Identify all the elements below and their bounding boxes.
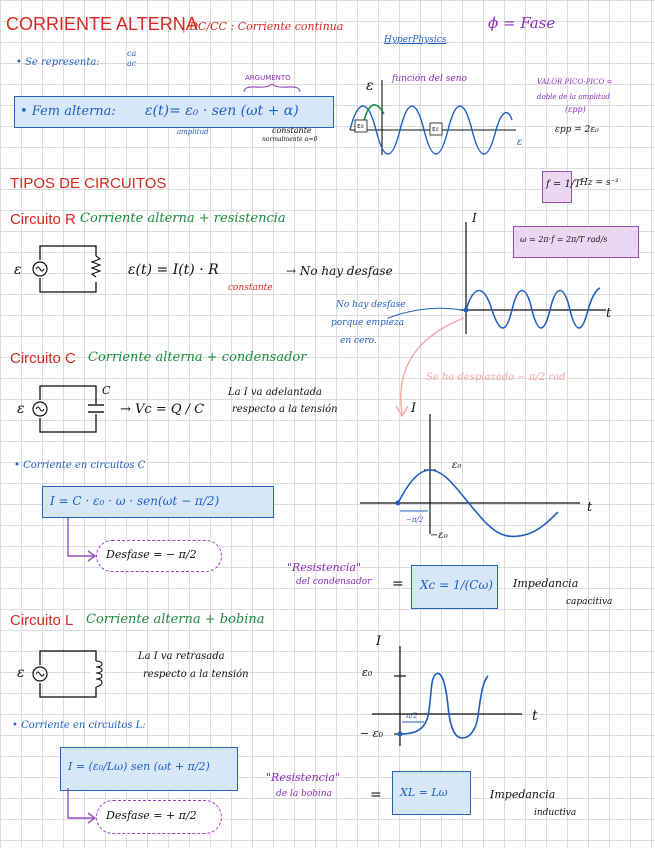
phi-fase-note: ϕ = Fase [488, 14, 556, 32]
argumento-label: ARGUMENTO [245, 74, 291, 82]
c-impedancia-1: Impedancia [513, 577, 579, 590]
circuito-l-title: Circuito L [10, 612, 74, 629]
tipos-title: TIPOS DE CIRCUITOS [10, 175, 167, 192]
l-resistencia-1: "Resistencia" [266, 771, 340, 784]
l-impedancia-2: inductiva [534, 808, 577, 818]
page-title: CORRIENTE ALTERNA [6, 14, 198, 34]
circuito-c-desc: Corriente alterna + condensador [88, 350, 307, 365]
c-axis-t: t [587, 500, 593, 515]
vc-formula: → Vc = Q / C [120, 402, 205, 417]
circuito-r-desc: Corriente alterna + resistencia [80, 211, 286, 226]
c-adelantada-1: La I va adelantada [228, 387, 322, 398]
circuit-l-diagram [30, 645, 110, 703]
circuit-c-graph [360, 414, 585, 554]
circuito-r-eps: ε [14, 262, 22, 278]
valor-pp-1: VALOR PICO-PICO = [537, 78, 613, 86]
freq-formula: f = 1/T [546, 179, 581, 190]
circuito-r-title: Circuito R [10, 211, 76, 228]
represent-label: • Se representa: [16, 57, 100, 68]
l-impedancia-1: Impedancia [490, 788, 556, 801]
l-resistencia-2: de la bobina [276, 789, 333, 799]
omega-formula: ω = 2π·f = 2π/T rad/s [520, 235, 608, 244]
circuito-r-note-3: en cero. [340, 336, 377, 346]
epp-formula: εpp = 2ε₀ [555, 125, 599, 135]
c-pi2: −π/2 [406, 516, 424, 524]
l-retrasada-1: La I va retrasada [138, 651, 225, 662]
circuito-r-constante: constante [228, 283, 273, 293]
circuito-l-desc: Corriente alterna + bobina [86, 612, 265, 627]
dc-cc-note: | DC/CC : Corriente continua [182, 20, 344, 33]
circuito-r-formula: ε(t) = I(t) · R [128, 262, 219, 278]
circuit-r-graph [460, 222, 610, 337]
c-resistencia-1: "Resistencia" [287, 561, 361, 574]
c-impedancia-2: capacitiva [566, 597, 613, 607]
hz-formula: Hz = s⁻¹ [580, 178, 619, 188]
circuito-r-note-2: porque empieza [331, 318, 405, 328]
represent-bottom: ac [127, 59, 137, 68]
circuito-r-axis-t: t [606, 306, 612, 321]
l-minus-e0: − ε₀ [360, 727, 384, 740]
l-equals: = [370, 787, 382, 803]
circuit-r-diagram [30, 240, 102, 298]
graph-e-label: ε [366, 78, 374, 94]
graph-e0-b: ε₀ [432, 125, 439, 133]
normalmente-label: normalmente α=0 [262, 136, 318, 143]
c-equals: = [392, 576, 404, 592]
cap-label: C [102, 384, 111, 397]
c-shift-arrow [372, 316, 470, 418]
c-resistencia-2: del condensador [296, 577, 372, 587]
l-desfase-arrow [64, 788, 98, 836]
l-formula: I = (ε₀/Lω) sen (ωt + π/2) [68, 760, 210, 773]
valor-pp-2: doble de la amplitud [537, 93, 610, 101]
l-axis-i: I [376, 634, 382, 649]
graph-e0-a: ε₀ [357, 122, 364, 130]
argumento-brace [242, 84, 302, 94]
fem-label: • Fem alterna: [20, 104, 116, 119]
amplitud-label: amplitud [177, 128, 209, 136]
c-formula: I = C · ε₀ · ω · sen(ωt − π/2) [50, 494, 220, 508]
circuito-c-title: Circuito C [10, 350, 76, 367]
fem-formula: ε(t)= ε₀ · sen (ωt + α) [145, 103, 299, 119]
l-pi2: π/2 [406, 712, 418, 720]
c-minus-e0: −ε₀ [430, 530, 448, 541]
circuito-r-axis-i: I [472, 211, 477, 225]
xl-formula: XL = Lω [400, 786, 448, 799]
l-retrasada-2: respecto a la tensión [143, 669, 249, 680]
c-desplazado: Se ha desplazado − π/2 rad [426, 372, 566, 383]
circuito-c-eps: ε [17, 401, 25, 417]
xc-formula: Xc = 1/(Cω) [420, 578, 493, 592]
c-e0: ε₀ [452, 460, 462, 471]
c-bullet: • Corriente en circuitos C [14, 460, 146, 471]
circuit-c-diagram [30, 380, 110, 438]
l-e0: ε₀ [362, 666, 373, 679]
represent-top: ca [127, 49, 137, 58]
l-axis-t: t [532, 708, 538, 724]
circuito-r-note-1: No hay desfase [336, 300, 406, 310]
hyperphysics-link[interactable]: HyperPhysics [384, 35, 447, 45]
constante-label: constante [272, 126, 312, 135]
l-desfase: Desfase = + π/2 [106, 809, 197, 822]
l-bullet: • Corriente en circuitos L: [12, 720, 146, 731]
circuito-l-eps: ε [17, 665, 25, 681]
c-axis-i: I [411, 401, 417, 416]
circuit-l-graph [372, 646, 532, 756]
c-adelantada-2: respecto a la tensión [232, 404, 338, 415]
valor-pp-3: (εpp) [565, 105, 586, 114]
c-desfase-arrow [64, 518, 98, 566]
c-desfase: Desfase = − π/2 [106, 548, 197, 561]
funcion-seno-label: función del seno [392, 74, 467, 84]
circuito-r-no-desfase: → No hay desfase [286, 264, 393, 278]
intro-sine-graph [340, 80, 523, 160]
graph-t-label: ε [517, 137, 523, 148]
